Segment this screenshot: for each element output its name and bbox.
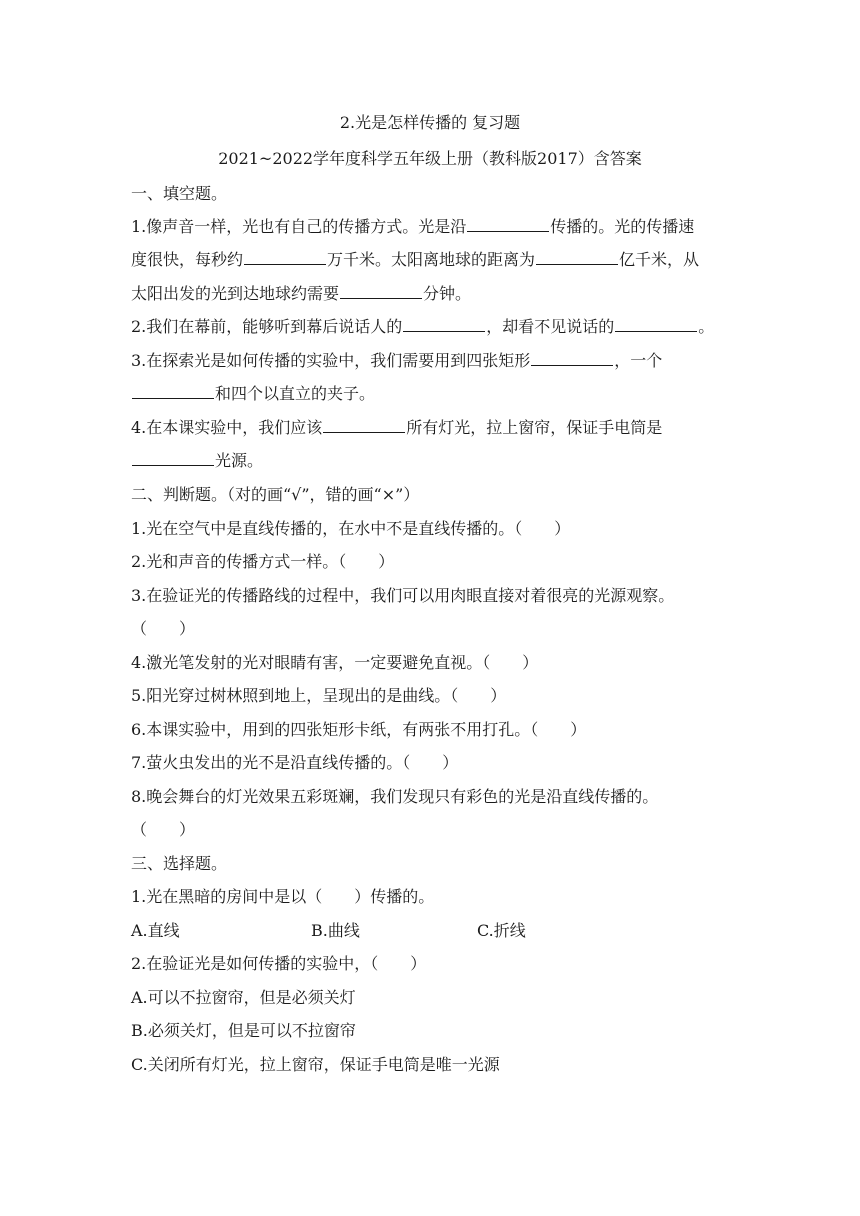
judge-item-5: 5.阳光穿过树林照到地上，呈现出的是曲线。（ ） [131, 686, 507, 705]
fill-q3-line1 [131, 348, 662, 371]
fill-q4-line1 [131, 415, 662, 438]
judge-item-7: 7.萤火虫发出的光不是沿直线传播的。（ ） [131, 753, 459, 772]
text: 所有灯光，拉上窗帘，保证手电筒是 [406, 418, 663, 437]
judge-item-8: 8.晚会舞台的灯光效果五彩斑斓，我们发现只有彩色的光是沿直线传播的。 [131, 787, 659, 806]
text: 太阳出发的光到达地球约需要 [131, 284, 340, 303]
text: 亿千米，从 [619, 250, 700, 269]
text: 3.在探索光是如何传播的实验中，我们需要用到四张矩形 [131, 351, 531, 370]
choice-q1-option-c[interactable]: C.折线 [477, 921, 526, 940]
choice-q2-stem: 2.在验证光是如何传播的实验中，（ ） [131, 954, 427, 973]
section-heading-multiple-choice: 三、选择题。 [131, 854, 228, 873]
choice-q2-option-c[interactable]: C.关闭所有灯光，拉上窗帘，保证手电筒是唯一光源 [131, 1055, 500, 1074]
choice-q1-stem: 1.光在黑暗的房间中是以（ ）传播的。 [131, 887, 435, 906]
text: 4.在本课实验中，我们应该 [131, 418, 323, 437]
answer-blank[interactable] [536, 250, 618, 265]
fill-q3-line2 [131, 381, 375, 404]
text: 和四个以直立的夹子。 [215, 384, 376, 403]
text: ，却看不见说话的 [486, 317, 615, 336]
judge-item-2: 2.光和声音的传播方式一样。（ ） [131, 552, 395, 571]
text: 1.像声音一样，光也有自己的传播方式。光是沿 [131, 217, 467, 236]
section-heading-fill-blank: 一、填空题。 [131, 184, 228, 203]
fill-q4-line2 [131, 448, 263, 471]
text: 传播的。光的传播速 [550, 217, 695, 236]
answer-blank[interactable] [615, 317, 697, 332]
judge-item-1: 1.光在空气中是直线传播的，在水中不是直线传播的。（ ） [131, 519, 571, 538]
answer-blank[interactable] [403, 317, 485, 332]
choice-q1-option-b[interactable]: B.曲线 [311, 921, 360, 940]
fill-q1-line3 [131, 281, 471, 304]
answer-blank[interactable] [132, 384, 214, 399]
judge-item-4: 4.激光笔发射的光对眼睛有害，一定要避免直视。（ ） [131, 653, 539, 672]
answer-blank[interactable] [323, 418, 405, 433]
answer-blank[interactable] [531, 351, 613, 366]
section-heading-true-false: 二、判断题。（对的画“√”，错的画“×”） [131, 485, 420, 504]
text: 。 [698, 317, 715, 336]
judge-item-3-bracket: （ ） [131, 619, 196, 638]
text: 光源。 [215, 451, 264, 470]
judge-item-6: 6.本课实验中，用到的四张矩形卡纸，有两张不用打孔。（ ） [131, 720, 587, 739]
fill-q1-line2 [131, 247, 699, 270]
text: 2.我们在幕前，能够听到幕后说话人的 [131, 317, 403, 336]
judge-item-3: 3.在验证光的传播路线的过程中，我们可以用肉眼直接对着很亮的光源观察。 [131, 586, 675, 605]
judge-item-8-bracket: （ ） [131, 820, 196, 839]
text: ，一个 [614, 351, 663, 370]
choice-q2-option-a[interactable]: A.可以不拉窗帘，但是必须关灯 [131, 988, 356, 1007]
choice-q1-option-a[interactable]: A.直线 [131, 921, 180, 940]
fill-q1-line1 [131, 214, 694, 237]
choice-q2-option-b[interactable]: B.必须关灯，但是可以不拉窗帘 [131, 1021, 356, 1040]
text: 万千米。太阳离地球的距离为 [327, 250, 536, 269]
answer-blank[interactable] [340, 284, 422, 299]
answer-blank[interactable] [132, 451, 214, 466]
answer-blank[interactable] [244, 250, 326, 265]
document-title: 2.光是怎样传播的 复习题 [339, 113, 521, 132]
text: 度很快，每秒约 [131, 250, 244, 269]
document-subtitle: 2021~2022学年度科学五年级上册（教科版2017）含答案 [218, 149, 642, 168]
answer-blank[interactable] [467, 217, 549, 232]
fill-q2 [131, 314, 714, 337]
text: 分钟。 [423, 284, 472, 303]
